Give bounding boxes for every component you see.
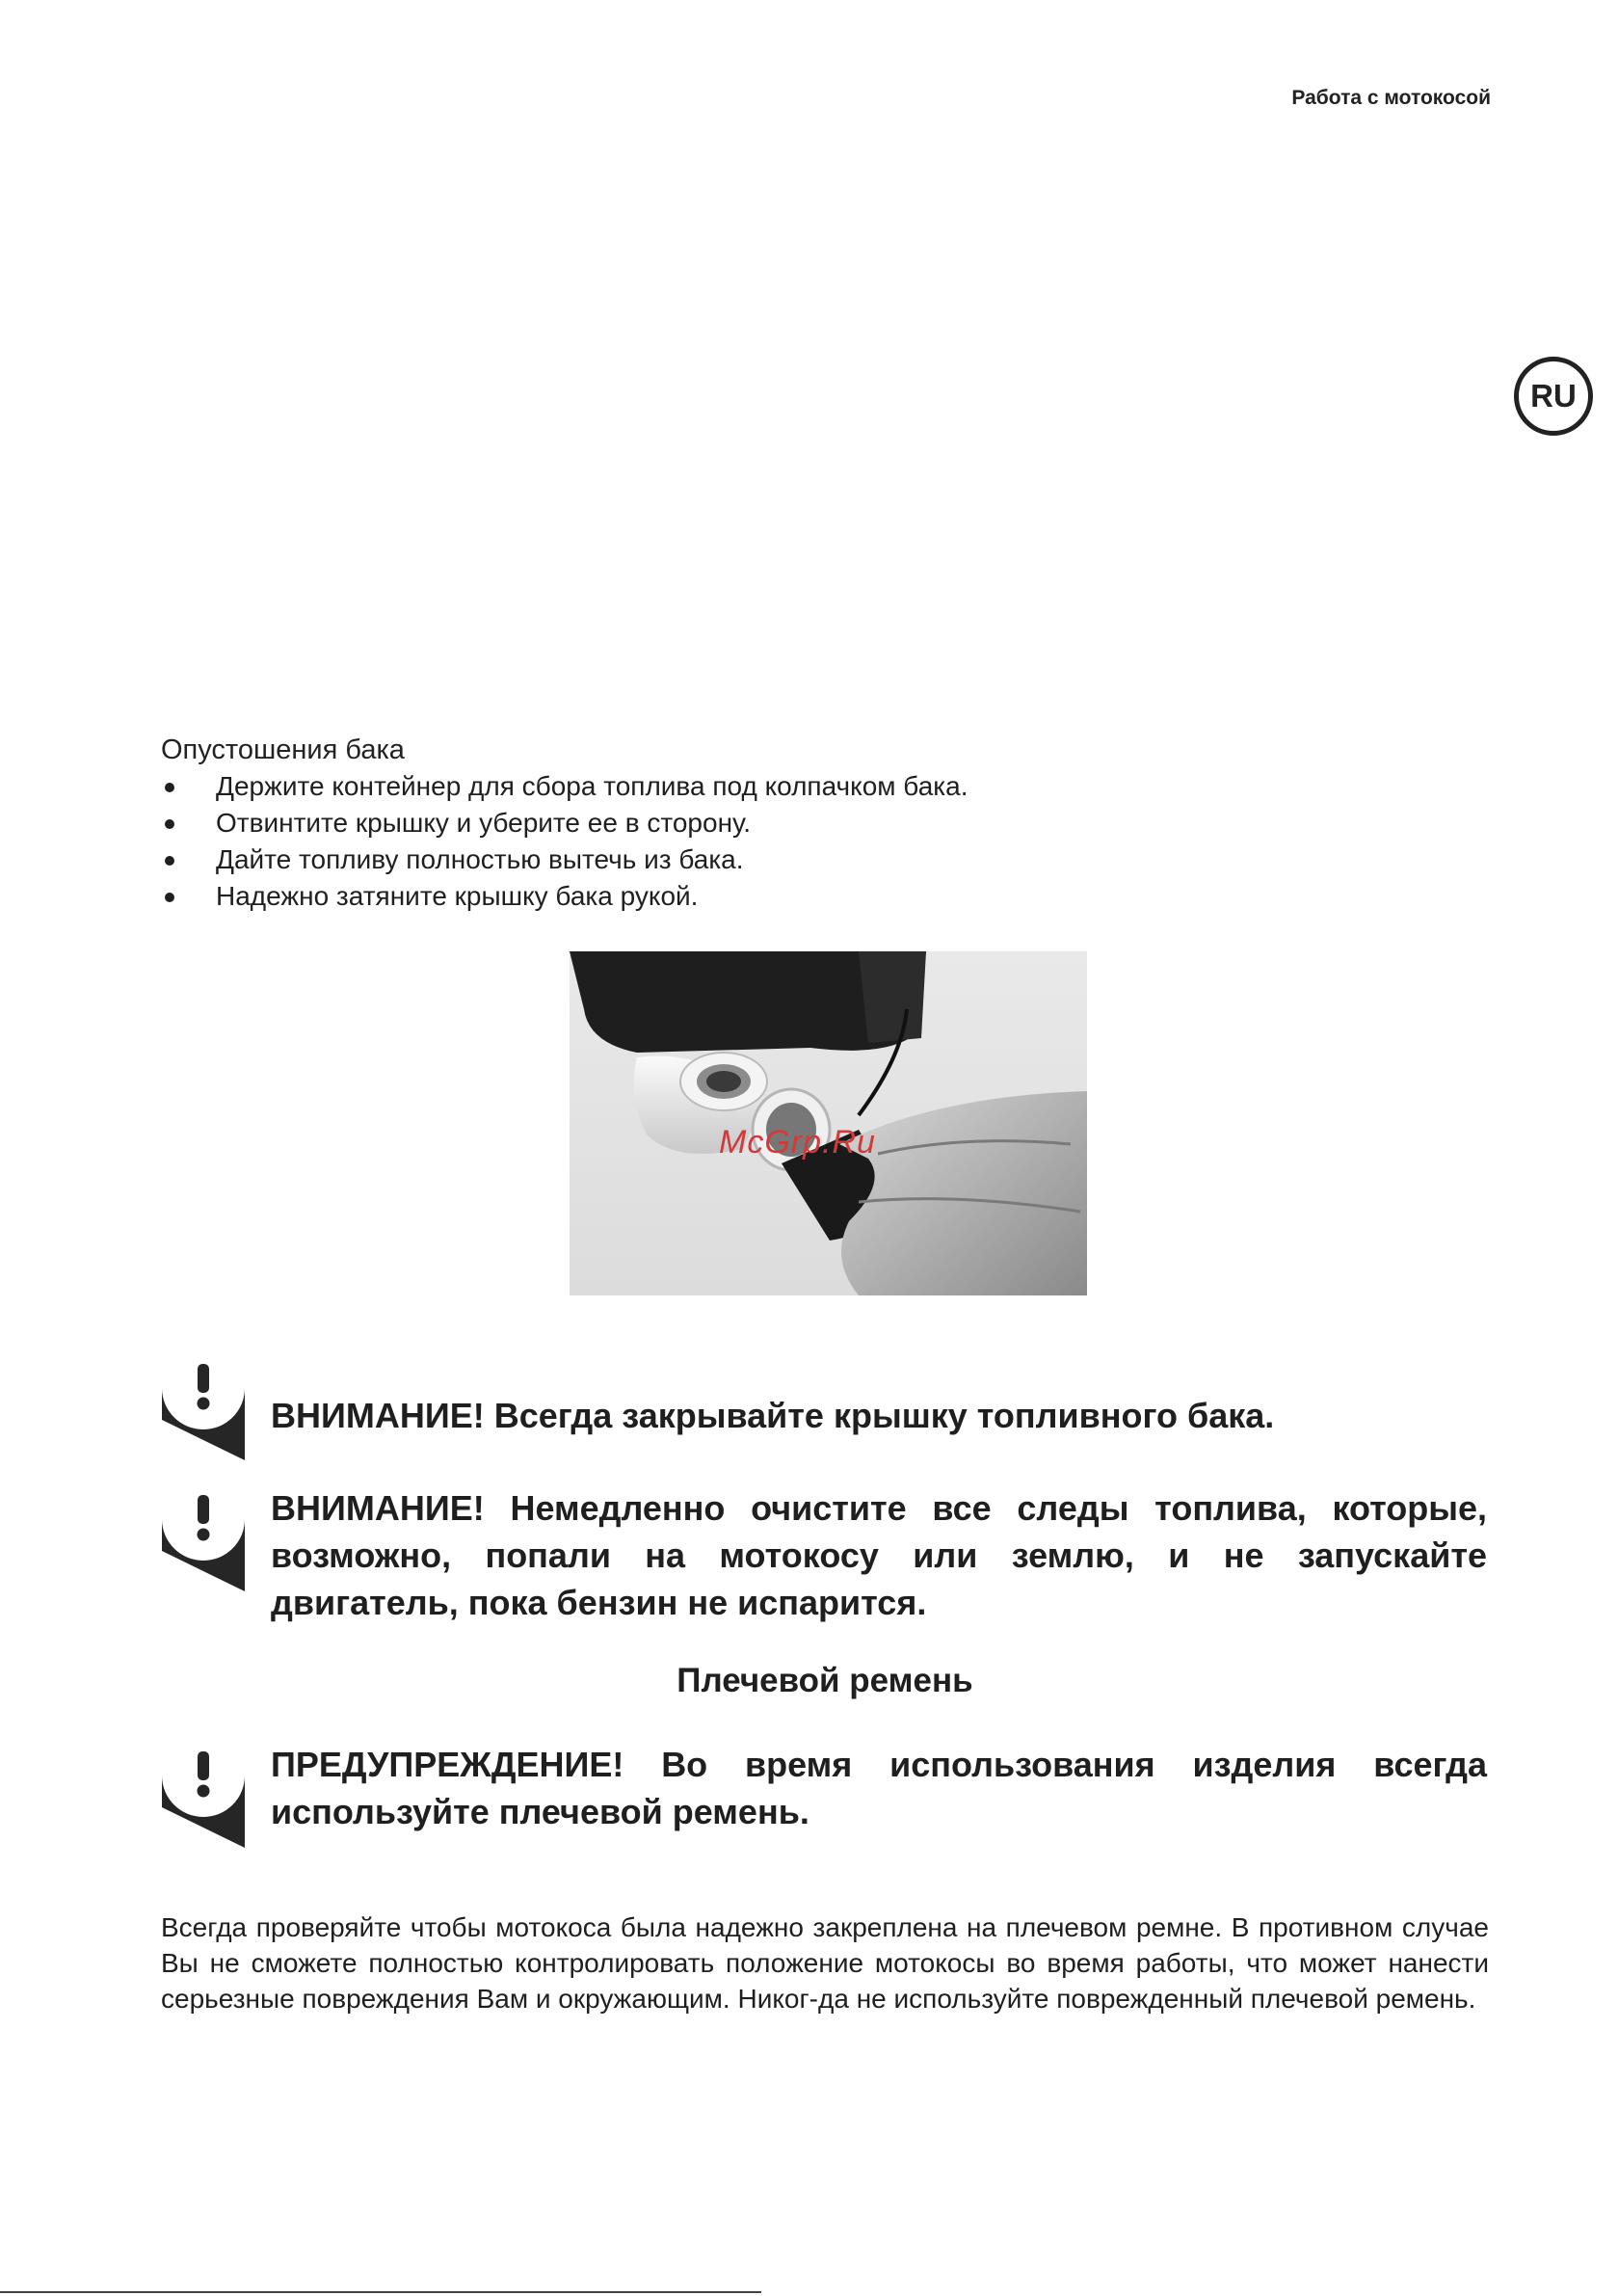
step-text: Держите контейнер для сбора топлива под колпачком бака. xyxy=(216,771,968,801)
step-text: Надежно затяните крышку бака рукой. xyxy=(216,881,699,911)
warning-fuel-cap xyxy=(271,1392,1487,1439)
page-divider xyxy=(0,2291,761,2293)
warning-text: Немедленно очистите все следы топлива, которые, возможно, попали на мотокосу или землю, и не запускайте двигатель, пока бензин не испарится. xyxy=(271,1488,1487,1622)
draining-heading: Опустошения бака xyxy=(161,734,405,765)
warning-label: ПРЕДУПРЕЖДЕНИЕ! xyxy=(271,1745,624,1784)
page-section-title: Работа с мотокосой xyxy=(1291,87,1491,109)
warning-icon xyxy=(160,1732,247,1850)
warning-fuel-spill xyxy=(271,1484,1487,1626)
bullet-icon xyxy=(165,783,174,792)
list-item xyxy=(161,768,968,805)
list-item xyxy=(161,841,968,878)
warning-icon xyxy=(160,1476,247,1593)
step-text: Отвинтите крышку и уберите ее в сторону. xyxy=(216,808,752,838)
warning-label: ВНИМАНИЕ! xyxy=(271,1396,485,1435)
warning-shoulder-strap xyxy=(271,1741,1487,1835)
shoulder-strap-paragraph: Всегда проверяйте чтобы мотокоса была надежно закреплена на плечевом ремне. В противном случае Вы не сможете полностью контролировать положение мотокосы во время работы, что может нанести серьезные повреждения Вам и окружающим. Никог-да не используйте поврежденный плечевой ремень. xyxy=(161,1912,1489,2014)
draining-steps-list xyxy=(161,768,968,915)
warning-text: Всегда закрывайте крышку топливного бака. xyxy=(493,1396,1275,1435)
step-text: Дайте топливу полностью вытечь из бака. xyxy=(216,844,744,874)
warning-icon xyxy=(160,1345,247,1462)
bullet-icon xyxy=(165,856,174,866)
watermark-text: McGrp.Ru xyxy=(719,1124,876,1161)
bullet-icon xyxy=(165,893,174,902)
warning-label: ВНИМАНИЕ! xyxy=(271,1488,485,1528)
list-item xyxy=(161,805,968,841)
bullet-icon xyxy=(165,819,174,829)
shoulder-strap-heading: Плечевой ремень xyxy=(676,1662,973,1699)
warning-text: Во время использования изделия всегда используйте плечевой ремень. xyxy=(271,1745,1487,1831)
list-item xyxy=(161,878,968,915)
language-badge: RU xyxy=(1514,357,1593,436)
